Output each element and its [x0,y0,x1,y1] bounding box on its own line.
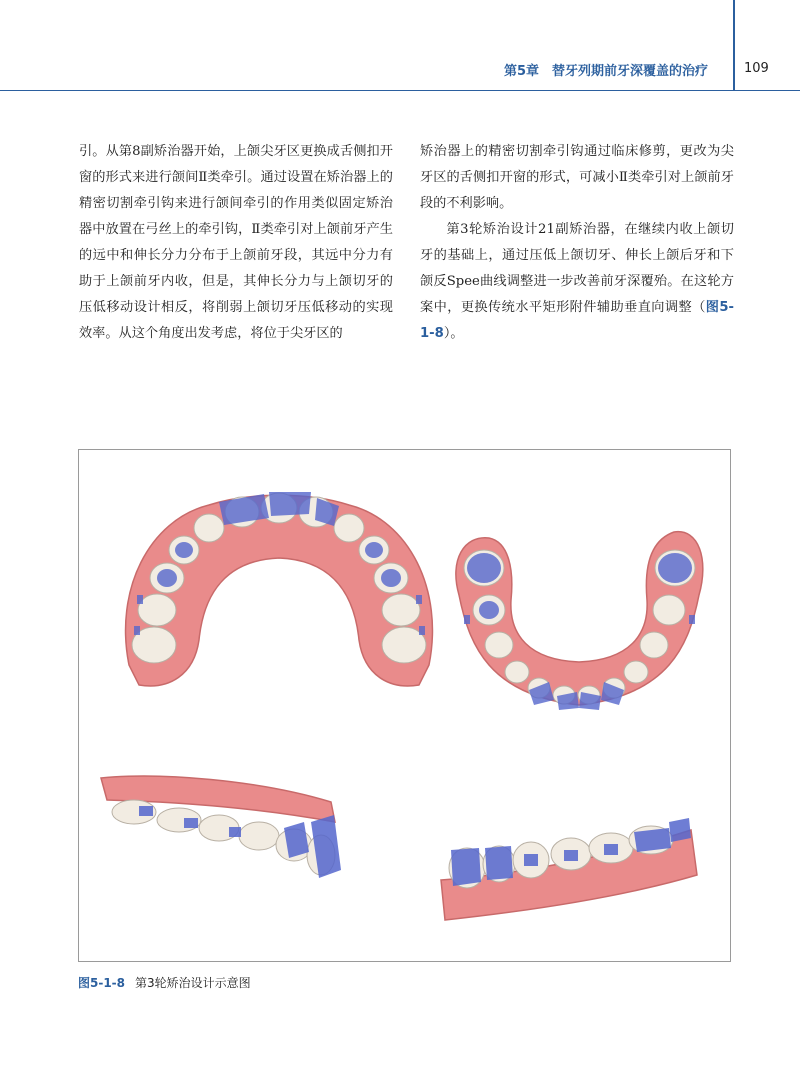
figure-reference-link[interactable]: 图5-1-8 [420,300,735,341]
left-paragraph: 引。从第8副矫治器开始，上颌尖牙区更换成舌侧扣开窗的形式来进行颌间Ⅱ类牵引。通过设置在矫治器上的精密切割牵引钩来进行颌间牵引的作用类似固定矫治器中放置在弓丝上的牵引钩，Ⅱ类牵引对上颌前牙产生的远中和伸长分力分布于上颌前牙段，其远中分力有助于上颌前牙内收，但是，其伸长分力与上颌切牙的压低移动设计相反，将削弱上颌切牙压低移动的实现效率。从这个角度出发考虑，将位于尖牙区的 [79,144,393,341]
upper-arch-occlusal [126,492,433,686]
figure-label: 图5-1-8 [78,976,126,990]
figure-frame [78,449,731,962]
right-paragraph-1: 矫治器上的精密切割牵引钩通过临床修剪，更改为尖牙区的舌侧扣开窗的形式，可减小Ⅱ类牵引对上颌前牙段的不利影响。 [420,144,734,211]
figure-caption-text: 第3轮矫治设计示意图 [135,976,251,990]
dental-arch-illustrations [79,450,730,961]
header-divider [733,0,735,91]
header-rule [0,90,800,91]
page-number: 109 [744,61,769,76]
right-column [420,139,734,347]
lower-arch-occlusal [456,532,703,710]
figure-caption [78,974,251,991]
right-paragraph-2-text: 第3轮矫治设计21副矫治器，在继续内收上颌切牙的基础上，通过压低上颌切牙、伸长上颌后牙和下颌反Spee曲线调整进一步改善前牙深覆殆。在这轮方案中，更换传统水平矩形附件辅助垂直向调整（ [420,222,734,315]
upper-arch-lateral [101,776,341,878]
running-header-chapter: 第5章 替牙列期前牙深覆盖的治疗 [503,64,708,79]
right-paragraph-2-end: ）。 [443,326,464,341]
right-paragraph-2 [420,217,734,347]
lower-arch-lateral [441,818,697,920]
left-column [79,139,393,347]
